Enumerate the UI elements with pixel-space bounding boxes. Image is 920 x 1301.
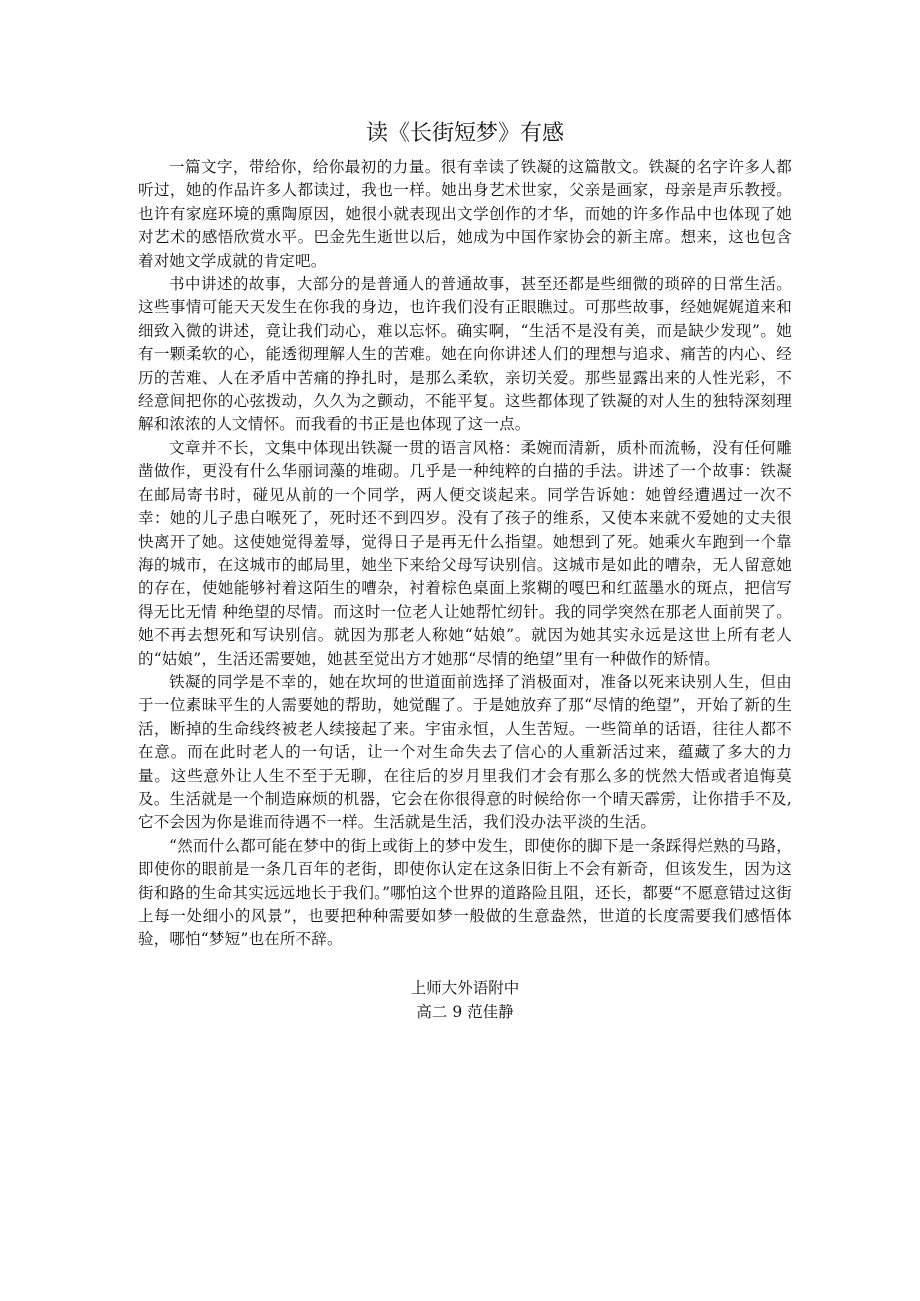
paragraph-3: 文章并不长，文集中体现出铁凝一贯的语言风格：柔婉而清新，质朴而流畅，没有任何雕凿做作，更没有什么华丽词藻的堆砌。几乎是一种纯粹的白描的手法。讲述了一个故事：铁凝在邮局寄书时，碰见从前的一个同学，两人便交谈起来。同学告诉她：她曾经遭遇过一次不幸：她的儿子患白喉死了，死时还不到四岁。没有了孩子的维系，又使本来就不爱她的丈夫很快离开了她。这使她觉得羞辱，觉得日子是再无什么指望。她想到了死。她乘火车跑到一个靠海的城市，在这城市的邮局里，她坐下来给父母写诀别信。这城市是如此的嘈杂，无人留意她的存在，使她能够衬着这陌生的嘈杂，衬着棕色桌面上浆糊的嘎巴和红蓝墨水的斑点，把信写得无比无情 种绝望的尽情。而这时一位老人让她帮忙纫针。我的同学突然在那老人面前哭了。她不再去想死和写诀别信。就因为那老人称她“姑娘”。就因为她其实永远是这世上所有老人的“姑娘”，生活还需要她，她甚至觉出方才她那“尽情的绝望”里有一种做作的矫情。 <box>138 438 792 668</box>
signature-block <box>138 976 792 1024</box>
paragraph-4: 铁凝的同学是不幸的，她在坎坷的世道面前选择了消极面对，准备以死来诀别人生，但由于一位素昧平生的人需要她的帮助，她觉醒了。于是她放弃了那“尽情的绝望”，开始了新的生活，断掉的生命线终被老人续接起了来。宇宙永恒，人生苦短。一些简单的话语，往往人都不在意。而在此时老人的一句话，让一个对生命失去了信心的人重新活过来，蕴藏了多大的力量。这些意外让人生不至于无聊，在往后的岁月里我们才会有那么多的恍然大悟或者追悔莫及。生活就是一个制造麻烦的机器，它会在你很得意的时候给你一个晴天霹雳，让你措手不及,它不会因为你是谁而待遇不一样。生活就是生活，我们没办法平淡的生活。 <box>138 672 792 832</box>
paragraph-2: 书中讲述的故事，大部分的是普通人的普通故事，甚至还都是些细微的琐碎的日常生活。这些事情可能天天发生在你我的身边，也许我们没有正眼瞧过。可那些故事，经她娓娓道来和细致入微的讲述，竟让我们动心，难以忘怀。确实啊，“生活不是没有美，而是缺少发现”。她有一颗柔软的心，能透彻理解人生的苦难。她在向你讲述人们的理想与追求、痛苦的内心、经历的苦难、人在矛盾中苦痛的挣扎时，是那么柔软，亲切关爱。那些显露出来的人性光彩，不经意间把你的心弦拨动，久久为之颤动，不能平复。这些都体现了铁凝的对人生的独特深刻理解和浓浓的人文情怀。而我看的书正是也体现了这一点。 <box>138 275 792 434</box>
paragraph-1: 一篇文字，带给你，给你最初的力量。很有幸读了铁凝的这篇散文。铁凝的名字许多人都听过，她的作品许多人都读过，我也一样。她出身艺术世家，父亲是画家，母亲是声乐教授。也许有家庭环境的熏陶原因，她很小就表现出文学创作的才华，而她的许多作品中也体现了她对艺术的感悟欣赏水平。巴金先生逝世以后，她成为中国作家协会的新主席。想来，这也包含着对她文学成就的肯定吧。 <box>138 158 792 270</box>
signature-author: 高二 9 范佳静 <box>416 1002 514 1021</box>
paragraph-5: “然而什么都可能在梦中的街上或街上的梦中发生，即使你的脚下是一条踩得烂熟的马路，即使你的眼前是一条几百年的老街，即使你认定在这条旧街上不会有新奇，但该发生，因为这街和路的生命其实远远地长于我们。”哪怕这个世界的道路险且阻，还长，都要“不愿意错过这街上每一处细小的风景”，也要把种种需要如梦一般做的生意盎然，世道的长度需要我们感悟体验，哪怕“梦短”也在所不辞。 <box>138 836 792 949</box>
document-title: 读《长街短梦》有感 <box>365 121 564 146</box>
signature-school: 上师大外语附中 <box>410 978 520 997</box>
document-page <box>138 118 792 1024</box>
